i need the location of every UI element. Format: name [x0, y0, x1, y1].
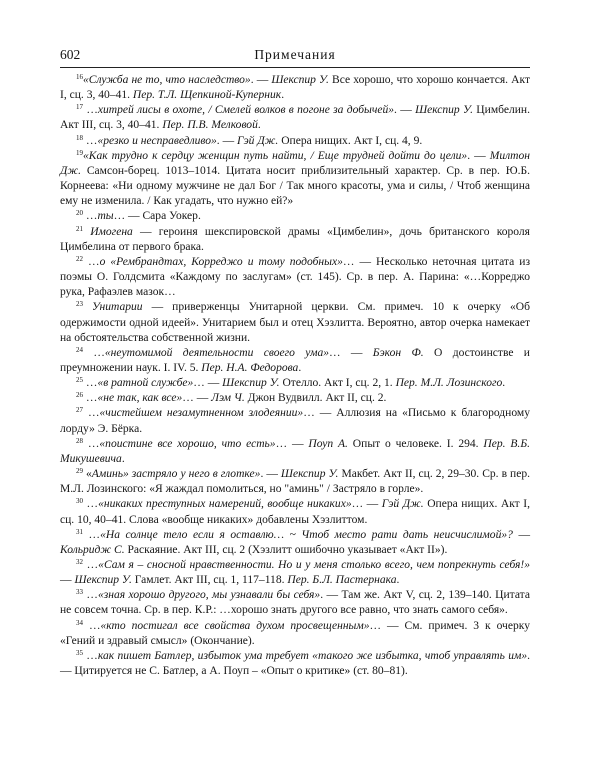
endnote-italic-text: Шекспир У.: [74, 574, 132, 587]
endnote-31: [60, 528, 530, 558]
endnote-italic-text: «резко и несправедливо»: [97, 134, 217, 147]
endnote-29: [60, 467, 530, 497]
endnote-number: 17: [76, 103, 83, 112]
endnote-number: 32: [76, 558, 83, 566]
endnote-text: …: [83, 346, 105, 359]
endnote-text: . —: [250, 74, 272, 86]
endnote-text: «: [83, 468, 92, 481]
endnote-text: . —: [394, 104, 416, 117]
header-rule: [60, 67, 530, 68]
endnote-text: О достоинстве и преумножении наук. I. IV. 5.: [60, 346, 530, 374]
endnote-text: Опыт о человеке. I. 294.: [347, 437, 484, 450]
endnote-italic-text: Пер. В.Б. Микушевича: [60, 437, 531, 465]
endnote-text: Гамлет. Акт III, сц. 1, 117–118.: [131, 574, 288, 587]
endnote-italic-text: Бэкон Ф.: [372, 346, 424, 359]
endnote-number: 28: [76, 436, 83, 445]
endnote-34: [60, 619, 530, 649]
endnote-19: [60, 149, 530, 210]
endnote-text: Джон Вудвилл. Акт II, сц. 2.: [244, 392, 387, 405]
endnote-italic-text: «зная хорошо другого, мы узнавали бы себя»: [97, 589, 321, 602]
endnote-35: [60, 649, 530, 679]
endnote-number: 33: [76, 588, 83, 597]
endnote-italic-text: «кто постигал все свойства духом просвещенным»: [100, 619, 370, 632]
endnote-italic-text: Пер. П.В. Мелковой: [162, 119, 258, 132]
endnote-italic-text: «в ратной службе»: [97, 377, 194, 390]
endnote-italic-text: Пер. М.Л. Лозинского: [395, 377, 503, 390]
endnote-number: 34: [76, 618, 83, 627]
endnote-text: … — Несколько неточная цитата из поэмы О. Голдсмита «Каждому по заслугам» (ст. 145). Ср. в пер. А. Парина: «…Корреджо рука, Рафаэлев мазок…: [60, 255, 530, 299]
endnote-italic-text: «не так, как все»: [97, 392, 183, 405]
endnote-text: Самсон-борец. 1013–1014. Цитата носит приблизительный характер. Ср. в пер. Ю.Б. Корнеева: «Ни одному мужчине не дал Бог / Так много красоты, ума и силы, / Чтоб женщина ему не изменила. / Как угадать, что нужно ей?»: [60, 164, 530, 208]
endnote-italic-text: Гэй Дж.: [237, 134, 279, 147]
endnote-text: Опера нищих. Акт I, сц. 10, 40–41. Слова «вообще никаких» добавлены Хэзлиттом.: [60, 498, 530, 526]
endnote-25: [60, 376, 530, 391]
endnote-32: [60, 558, 530, 588]
endnote-text: —: [60, 574, 75, 587]
endnote-text: Раскаяние. Акт III, сц. 2 (Хэзлитт ошибочно указывает «Акт II»).: [124, 543, 448, 556]
endnote-text: … —: [275, 437, 309, 450]
endnote-italic-text: Пер. Б.Л. Пастернака: [287, 574, 397, 587]
endnote-number: 30: [76, 497, 83, 506]
endnote-italic-text: ты: [97, 210, 114, 223]
endnote-text: .: [257, 119, 261, 132]
endnote-text: .: [281, 89, 285, 102]
endnote-number: 19: [76, 148, 83, 157]
endnote-21: [60, 225, 530, 255]
endnote-text: Все хорошо, что хорошо кончается. Акт I, сц. 3, 40–41.: [60, 74, 530, 102]
endnote-number: 18: [76, 133, 83, 142]
endnote-text: Отелло. Акт I, сц. 2, 1.: [279, 377, 396, 390]
endnote-28: [60, 437, 530, 467]
endnote-text: …: [83, 255, 100, 268]
endnote-italic-text: Шекспир У.: [222, 377, 280, 390]
endnote-italic-text: Поуп А.: [308, 437, 348, 450]
endnote-text: .: [121, 452, 125, 465]
endnote-text: Опера нищих. Акт I, сц. 4, 9.: [278, 134, 423, 147]
endnote-italic-text: хитрей лисы в охоте, / Смелей волков в погоне за добычей»: [97, 104, 395, 117]
endnote-italic-text: «чистейшем незамутненном злодеянии»: [99, 407, 304, 420]
endnote-number: 31: [76, 527, 83, 536]
endnote-italic-text: Лэм Ч.: [211, 392, 245, 405]
endnote-italic-text: «неутомимой деятельности своего ума»: [104, 346, 329, 359]
endnote-text: …: [83, 377, 98, 390]
endnote-number: 27: [76, 406, 83, 415]
endnote-text: …: [83, 589, 98, 602]
endnote-text: . —: [260, 468, 281, 481]
endnote-text: … —: [182, 392, 212, 405]
page-header: [60, 47, 530, 65]
endnote-italic-text: «Служба не то, что наследство»: [83, 74, 251, 86]
endnote-text: . — Цитируется не С. Батлер, а А. Поуп – «Опыт о критике» (ст. 80–81).: [60, 649, 531, 678]
endnote-text: …: [83, 392, 98, 405]
endnote-text: …: [83, 134, 98, 147]
endnote-number: 22: [76, 254, 83, 263]
endnote-text: .: [298, 361, 302, 374]
endnote-23: [60, 300, 530, 345]
endnote-text: … —: [329, 346, 373, 359]
endnote-text: — героиня шекспировской драмы «Цимбелин», дочь британского короля Цимбелина от первого брака.: [60, 225, 530, 253]
endnote-17: [60, 103, 530, 133]
endnote-text: …: [83, 649, 98, 662]
endnote-number: 21: [76, 224, 83, 233]
endnote-number: 29: [76, 467, 83, 476]
endnote-number: 25: [76, 376, 83, 385]
endnote-italic-text: «На солнце тело если я оставлю… ~ Чтоб место рати дать неисчислимой»?: [100, 528, 513, 541]
endnotes-list: [60, 73, 530, 679]
endnote-number: 23: [76, 300, 83, 309]
endnote-italic-text: Милтон Дж.: [60, 149, 530, 177]
endnote-24: [60, 346, 530, 376]
endnote-text: .: [502, 377, 506, 390]
endnote-text: [83, 301, 92, 313]
endnote-italic-text: Кольридж С.: [60, 543, 125, 556]
endnote-text: …: [83, 407, 100, 420]
endnote-text: …: [83, 528, 101, 541]
endnote-18: [60, 134, 530, 149]
endnote-number: 20: [76, 209, 83, 218]
endnote-text: …: [83, 437, 100, 450]
endnote-text: Макбет. Акт II, сц. 2, 29–30. Ср. в пер. М.Л. Лозинского: «Я жаждал помолиться, но "аминь" / Застряло в горле».: [60, 468, 530, 496]
endnote-number: 16: [76, 73, 83, 81]
endnote-30: [60, 497, 530, 527]
endnote-italic-text: Гэй Дж.: [381, 498, 424, 511]
endnote-text: …: [83, 104, 98, 117]
endnote-16: [60, 73, 530, 103]
endnote-text: …: [83, 559, 99, 571]
endnote-italic-text: Пер. Н.А. Федорова: [201, 361, 299, 374]
endnote-italic-text: как пишет Батлер, избыток ума требует «такого же избытка, чтоб управлять им»: [97, 649, 528, 662]
endnote-number: 24: [76, 345, 83, 354]
endnote-italic-text: Шекспир У.: [415, 104, 473, 117]
endnote-italic-text: «поистине все хорошо, что есть»: [99, 437, 276, 450]
endnote-text: —: [512, 528, 530, 541]
endnote-text: — приверженцы Унитарной церкви. См. примеч. 10 к очерку «Об одержимости одной идеей». Унитарием был и отец Хэзлитта. Вероятно, автор очерка намекает на обстоятельства собственной жизни.: [60, 301, 531, 344]
endnote-20: [60, 209, 530, 224]
endnote-italic-text: о «Рембрандтах, Корреджо и тому подобных»: [99, 255, 343, 268]
endnote-italic-text: «Как трудно к сердцу женщин путь найти, / Еще трудней дойти до цели»: [83, 149, 468, 162]
endnote-italic-text: Имогена: [90, 225, 133, 238]
page-number: 602: [60, 47, 81, 62]
endnote-italic-text: Шекспир У.: [280, 468, 339, 481]
endnote-italic-text: Пер. Т.Л. Щепкиной-Куперник: [132, 89, 282, 102]
endnote-text: . —: [467, 149, 490, 162]
endnote-italic-text: «Сам я – сносной нравственности. Но и у меня столько всего, чем попрекнуть себя!»: [98, 559, 531, 571]
endnote-italic-text: Аминь» застряло у него в глотке»: [91, 468, 261, 481]
endnote-26: [60, 391, 530, 406]
endnote-33: [60, 588, 530, 618]
endnote-text: . —: [216, 134, 238, 147]
endnote-text: … — Аллюзия на «Письмо к благородному лорду» Э. Бёрка.: [60, 407, 530, 435]
endnote-text: … —: [193, 377, 223, 390]
endnote-text: … — См. примеч. 3 к очерку «Гений и здравый смысл» (Окончание).: [60, 619, 530, 647]
endnote-text: . — Там же. Акт V, сц. 2, 139–140. Цитата не совсем точна. Ср. в пер. К.Р.: …хорошо знать другого все равно, что знать самого себя».: [60, 589, 530, 617]
endnote-text: … —: [351, 498, 382, 511]
endnote-text: …: [83, 210, 98, 223]
endnote-italic-text: Шекспир У.: [271, 74, 329, 86]
endnote-italic-text: «никаких преступных намерений, вообще никаких»: [98, 498, 352, 511]
endnote-number: 35: [76, 648, 83, 657]
endnote-22: [60, 255, 530, 300]
endnote-27: [60, 406, 530, 436]
endnote-italic-text: Унитарии: [92, 301, 143, 314]
endnote-text: …: [83, 619, 101, 632]
running-head-title: Примечания: [254, 47, 336, 62]
endnote-text: .: [396, 574, 400, 587]
endnote-text: … — Сара Уокер.: [113, 210, 201, 223]
endnote-text: Цимбелин. Акт III, сц. 3, 40–41.: [60, 104, 530, 132]
endnote-number: 26: [76, 391, 83, 400]
endnote-text: …: [83, 498, 99, 511]
